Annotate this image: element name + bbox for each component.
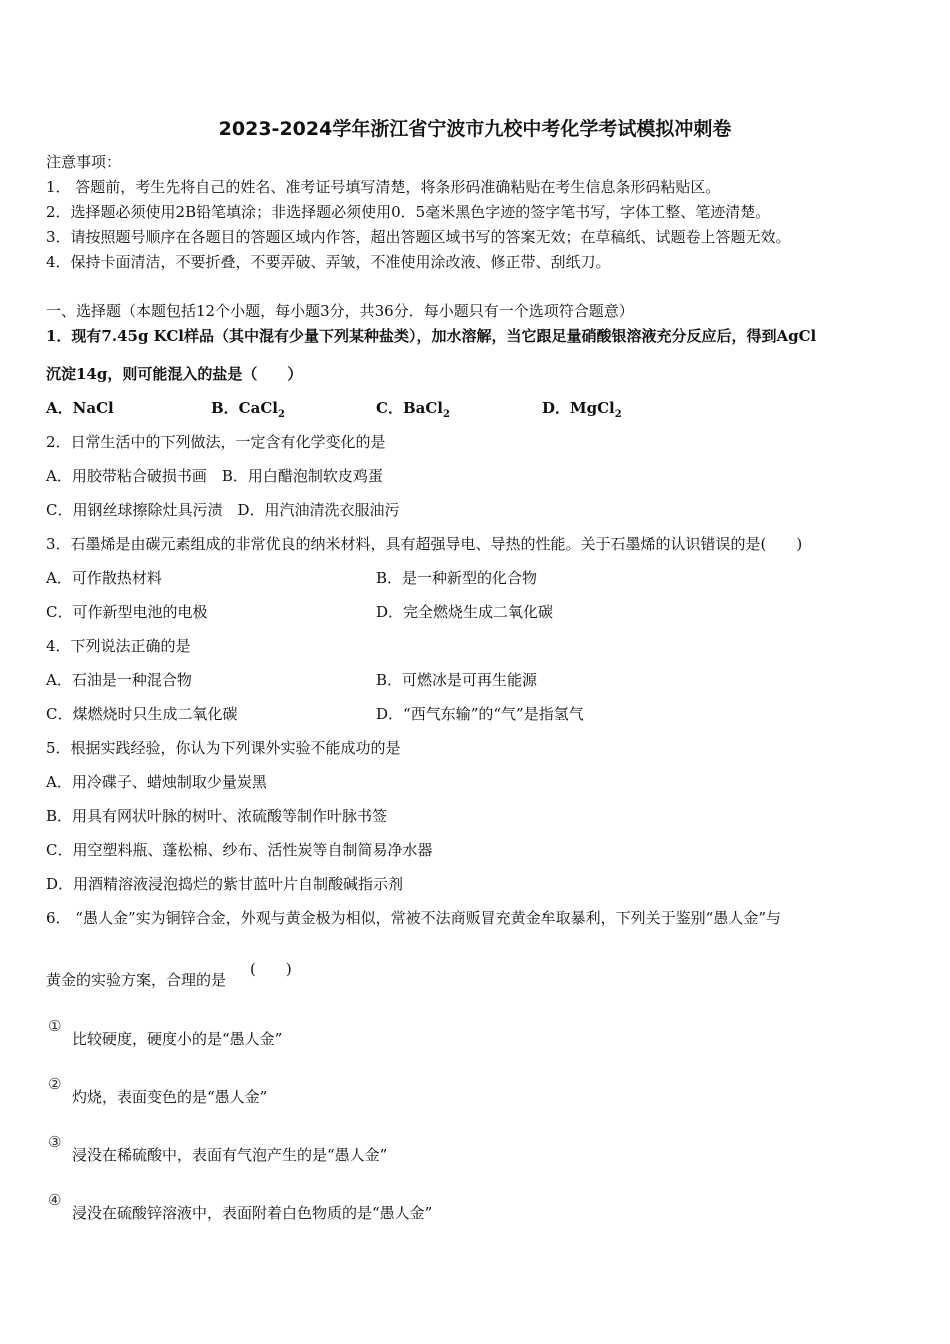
q5-option-c: C．用空塑料瓶、蓬松棉、纱布、活性炭等自制简易净水器 <box>46 841 433 859</box>
notice-item-3: 3．请按照题号顺序在各题目的答题区域内作答，超出答题区域书写的答案无效；在草稿纸、试题卷上答题无效。 <box>46 228 791 246</box>
q1-option-d: D．MgCl$_2$ <box>542 399 622 420</box>
q6-item-2-text: 灼烧，表面变色的是“愚人金” <box>72 1088 268 1106</box>
q5-option-b: B．用具有网状叶脉的树叶、浓硫酸等制作叶脉书签 <box>46 807 388 825</box>
q2-options-row2: C．用钢丝球擦除灶具污渍 D．用汽油清洗衣服油污 <box>46 501 400 519</box>
q4-option-d: D．“西气东输”的“气”是指氢气 <box>376 705 584 723</box>
q1-stem-line2: 沉淀14g，则可能混入的盐是（ ） <box>46 365 303 383</box>
q4-option-c: C．煤燃烧时只生成二氧化碳 <box>46 705 238 723</box>
q3-option-c: C．可作新型电池的电极 <box>46 603 208 621</box>
q6-item-4-mark: ④ <box>48 1191 62 1209</box>
q6-item-4-text: 浸没在硫酸锌溶液中，表面附着白色物质的是“愚人金” <box>72 1204 433 1222</box>
q6-item-3-text: 浸没在稀硫酸中，表面有气泡产生的是“愚人金” <box>72 1146 388 1164</box>
q6-stem-line2: 黄金的实验方案，合理的是 <box>46 971 227 989</box>
q1-option-b: B．CaCl$_2$ <box>211 399 285 420</box>
page-title: 2023-2024学年浙江省宁波市九校中考化学考试模拟冲刺卷 <box>218 118 732 140</box>
q3-option-a: A．可作散热材料 <box>46 569 162 587</box>
q5-option-a: A．用冷碟子、蜡烛制取少量炭黑 <box>46 773 267 791</box>
q4-stem: 4．下列说法正确的是 <box>46 637 191 655</box>
q6-answer-paren: ( ) <box>250 960 292 978</box>
notice-item-2: 2．选择题必须使用2B铅笔填涂；非选择题必须使用0．5毫米黑色字迹的签字笔书写，字体工整、笔迹清楚。 <box>46 203 771 221</box>
notice-item-4: 4．保持卡面清洁，不要折叠，不要弄破、弄皱，不准使用涂改液、修正带、刮纸刀。 <box>46 253 611 271</box>
q2-options-row1: A．用胶带粘合破损书画 B．用白醋泡制软皮鸡蛋 <box>46 467 383 485</box>
q1-option-c: C．BaCl$_2$ <box>376 399 450 420</box>
q6-item-1-mark: ① <box>48 1017 62 1035</box>
q6-item-2-mark: ② <box>48 1075 62 1093</box>
q6-item-1-text: 比较硬度，硬度小的是“愚人金” <box>72 1030 283 1048</box>
q3-stem: 3．石墨烯是由碳元素组成的非常优良的纳米材料，具有超强导电、导热的性能。关于石墨烯的认识错误的是( ) <box>46 535 803 553</box>
q1-stem-line1: 1．现有7.45g KCl样品（其中混有少量下列某种盐类），加水溶解，当它跟足量硝酸银溶液充分反应后，得到AgCl <box>46 327 817 345</box>
notice-heading: 注意事项： <box>46 153 122 171</box>
q3-option-b: B．是一种新型的化合物 <box>376 569 538 587</box>
q6-item-3-mark: ③ <box>48 1133 62 1151</box>
q1-option-a: A．NaCl <box>46 399 114 417</box>
q6-stem-line1: 6． “愚人金”实为铜锌合金，外观与黄金极为相似，常被不法商贩冒充黄金牟取暴利，下列关于鉴别“愚人金”与 <box>46 909 781 927</box>
q4-option-a: A．石油是一种混合物 <box>46 671 192 689</box>
section-heading: 一、选择题（本题包括12个小题，每小题3分，共36分．每小题只有一个选项符合题意） <box>46 302 634 320</box>
q2-stem: 2．日常生活中的下列做法，一定含有化学变化的是 <box>46 433 386 451</box>
q4-option-b: B．可燃冰是可再生能源 <box>376 671 538 689</box>
q5-stem: 5．根据实践经验，你认为下列课外实验不能成功的是 <box>46 739 401 757</box>
q3-option-d: D．完全燃烧生成二氧化碳 <box>376 603 554 621</box>
notice-item-1: 1． 答题前，考生先将自己的姓名、准考证号填写清楚，将条形码准确粘贴在考生信息条形码粘贴区。 <box>46 178 721 196</box>
q5-option-d: D．用酒精溶液浸泡捣烂的紫甘蓝叶片自制酸碱指示剂 <box>46 875 404 893</box>
